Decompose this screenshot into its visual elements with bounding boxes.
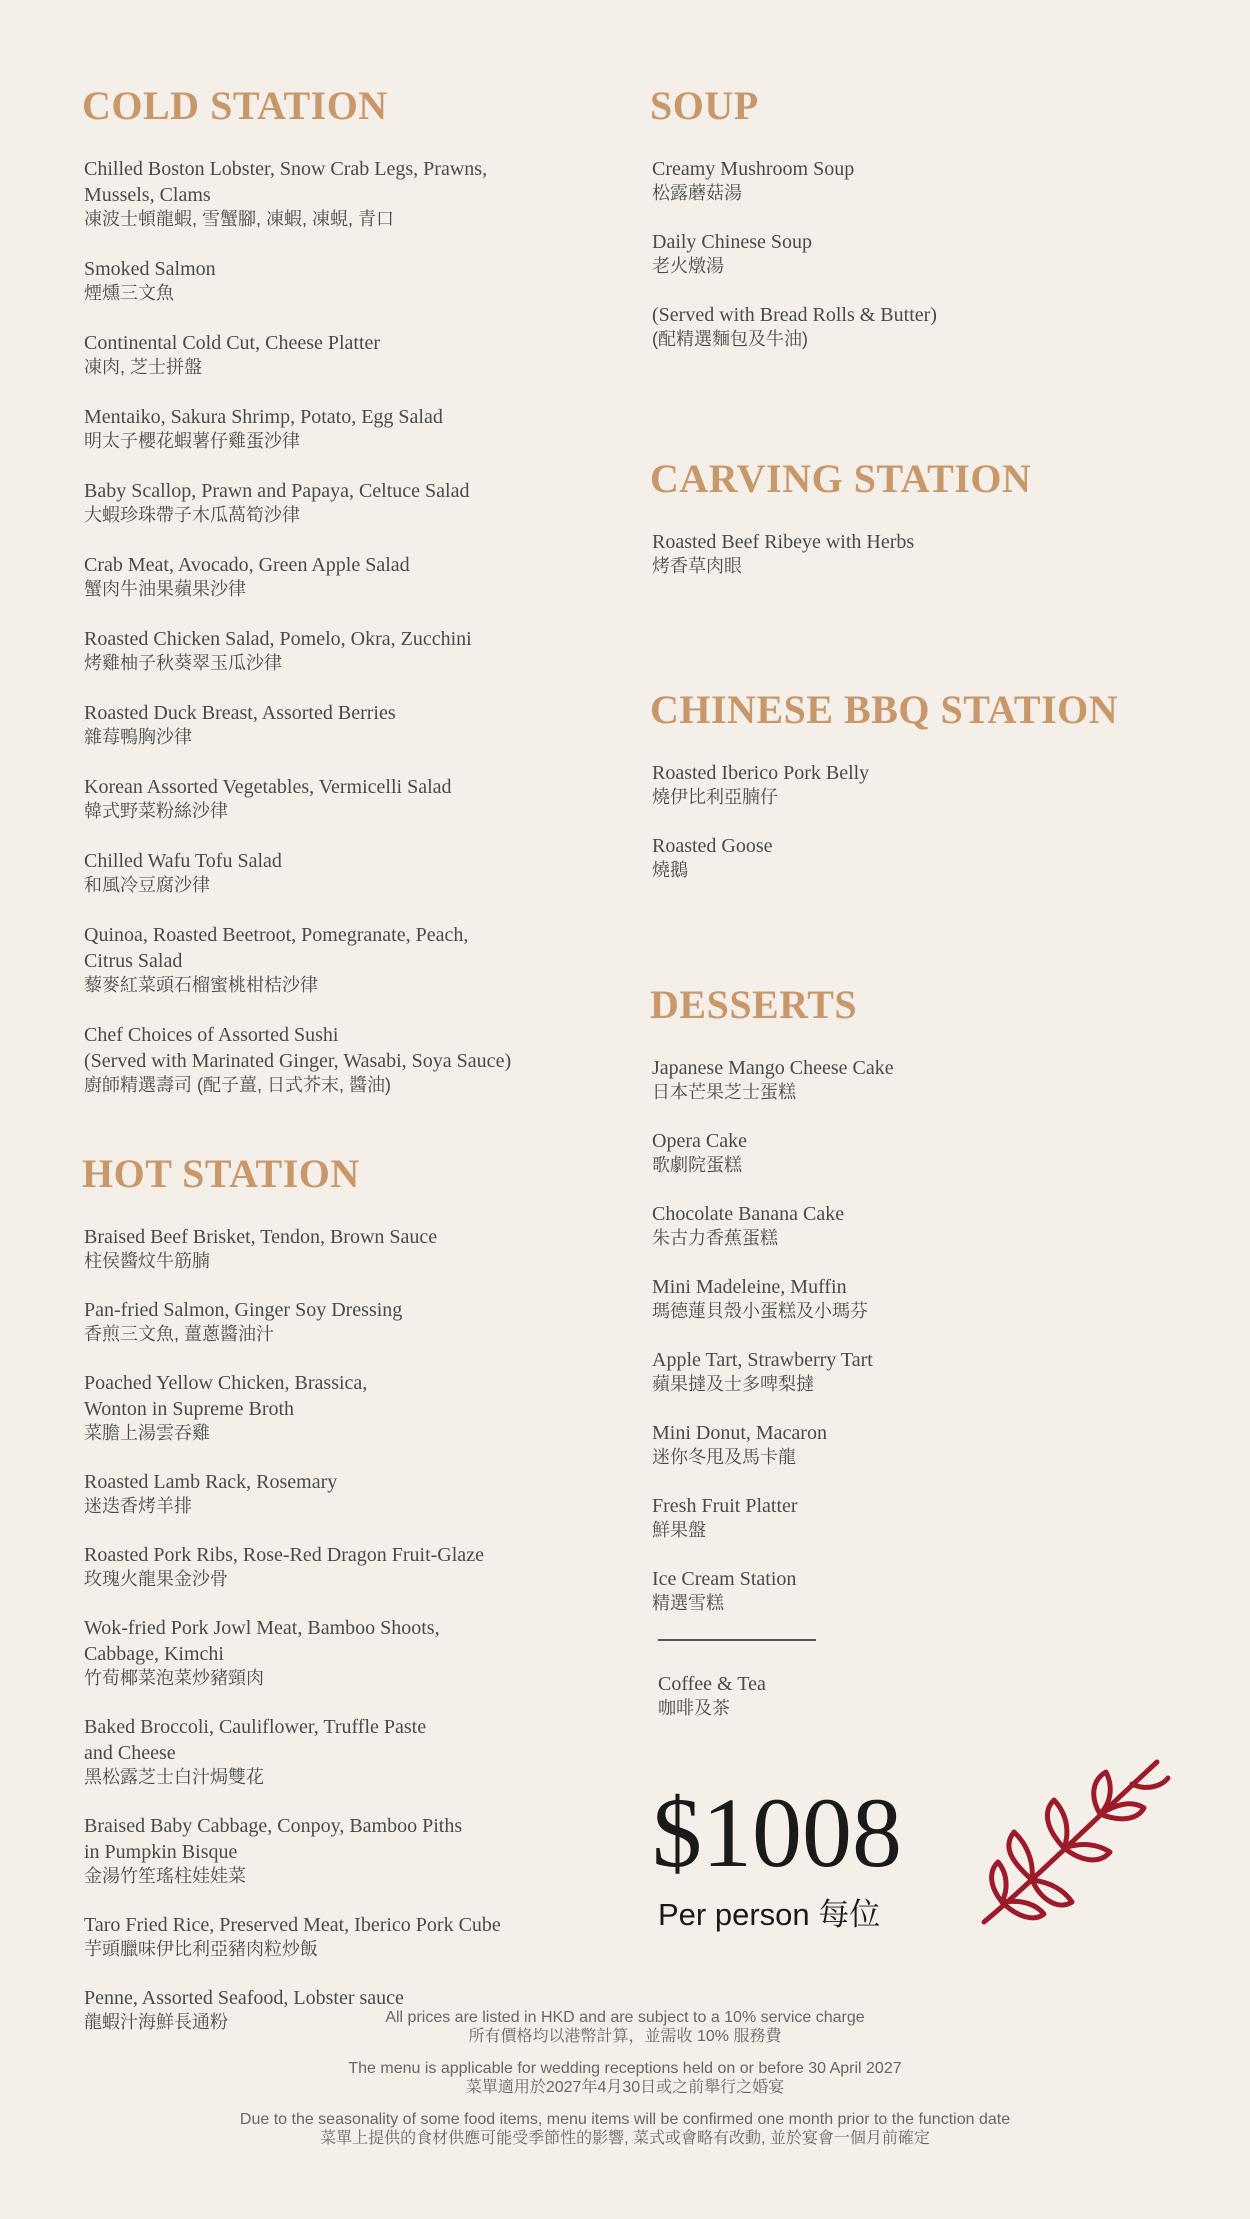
item-name-zh: 燒鵝 (652, 860, 688, 880)
menu-item (84, 330, 604, 379)
item-name-zh: 鮮果盤 (652, 1520, 706, 1540)
item-name-zh: 金湯竹笙瑤柱娃娃菜 (84, 1866, 246, 1886)
item-name-zh: 蟹肉牛油果蘋果沙律 (84, 579, 246, 599)
item-name-en: Fresh Fruit Platter (652, 1495, 798, 1517)
item-name-en: Braised Baby Cabbage, Conpoy, Bamboo Piths in Pumpkin Bisque (84, 1815, 463, 1863)
item-name-zh: (配精選麵包及牛油) (652, 329, 808, 349)
menu-item (84, 1615, 604, 1690)
note-zh: 菜單適用於2027年4月30日或之前舉行之婚宴 (465, 2079, 785, 2096)
item-name-en: Smoked Salmon (84, 258, 216, 280)
item-name-en: Mentaiko, Sakura Shrimp, Potato, Egg Salad (84, 406, 443, 428)
per-person-label: Per person 每位 (658, 1897, 881, 1932)
menu-item (652, 760, 1192, 809)
item-name-en: Wok-fried Pork Jowl Meat, Bamboo Shoots, Cabbage, Kimchi (84, 1617, 440, 1665)
note-en: Due to the seasonality of some food items, menu items will be confirmed one month prior to the function date (239, 2111, 1011, 2128)
note-zh: 所有價格均以港幣計算，並需收 10% 服務費 (468, 2028, 782, 2045)
menu-item (652, 529, 1192, 578)
item-name-zh: 迷迭香烤羊排 (84, 1496, 192, 1516)
menu-item (652, 1201, 1192, 1250)
soup-section (652, 78, 1192, 375)
item-name-en: Chef Choices of Assorted Sushi (Served with Marinated Ginger, Wasabi, Soya Sauce) (84, 1024, 512, 1072)
item-name-zh: 燒伊比利亞腩仔 (652, 787, 778, 807)
menu-item (84, 156, 604, 231)
menu-list (84, 156, 604, 1097)
item-name-zh: 朱古力香蕉蛋糕 (652, 1228, 778, 1248)
menu-item (652, 156, 1192, 205)
item-name-zh: 藜麥紅菜頭石榴蜜桃柑桔沙律 (84, 975, 318, 995)
item-name-zh: 韓式野菜粉絲沙律 (84, 801, 228, 821)
menu-item (84, 1297, 604, 1346)
service-charge-note (0, 2008, 1250, 2046)
item-name-zh: 玫瑰火龍果金沙骨 (84, 1569, 228, 1589)
item-name-zh: 歌劇院蛋糕 (652, 1155, 742, 1175)
menu-item (84, 1370, 604, 1445)
item-name-en: Continental Cold Cut, Cheese Platter (84, 332, 381, 354)
seasonality-note (0, 2110, 1250, 2148)
menu-item (84, 848, 604, 897)
item-name-zh: 黑松露芝士白汁焗雙花 (84, 1767, 264, 1787)
menu-item (652, 1566, 1192, 1615)
note-en: All prices are listed in HKD and are subject to a 10% service charge (385, 2009, 865, 2026)
item-name-en: Chocolate Banana Cake (652, 1203, 845, 1225)
menu-item (84, 256, 604, 305)
section-title: CARVING STATION (650, 456, 1032, 501)
menu-item (84, 478, 604, 527)
item-name-zh: 烤雞柚子秋葵翠玉瓜沙律 (84, 653, 282, 673)
menu-item (652, 1055, 1192, 1104)
item-name-en: Baked Broccoli, Cauliflower, Truffle Paste and Cheese (84, 1716, 427, 1764)
menu-list (652, 1055, 1192, 1615)
item-name-zh: 松露蘑菇湯 (652, 183, 742, 203)
menu-item (84, 700, 604, 749)
menu-item (652, 833, 1192, 882)
item-name-en: Roasted Pork Ribs, Rose-Red Dragon Fruit-Glaze (84, 1544, 484, 1566)
menu-item (652, 229, 1192, 278)
item-name-en: (Served with Bread Rolls & Butter) (652, 304, 937, 326)
footer-notes (0, 2008, 1250, 2161)
divider (658, 1639, 816, 1641)
item-name-en: Coffee & Tea (658, 1673, 766, 1695)
menu-item (84, 626, 604, 675)
item-name-zh: 凍肉, 芝士拼盤 (84, 357, 203, 377)
item-name-en: Roasted Iberico Pork Belly (652, 762, 870, 784)
menu-item (84, 1912, 604, 1961)
item-name-zh: 凍波士頓龍蝦, 雪蟹腳, 凍蝦, 凍蜆, 青口 (84, 209, 395, 229)
menu-item (84, 552, 604, 601)
cold-station-section (84, 78, 604, 1122)
item-name-en: Korean Assorted Vegetables, Vermicelli Salad (84, 776, 452, 798)
item-name-en: Penne, Assorted Seafood, Lobster sauce (84, 1987, 404, 2009)
olive-branch-icon (972, 1752, 1182, 1932)
note-en: The menu is applicable for wedding receptions held on or before 30 April 2027 (348, 2060, 902, 2077)
menu-item (652, 1274, 1192, 1323)
section-title: COLD STATION (82, 83, 388, 128)
menu-item (652, 1347, 1192, 1396)
menu-item (84, 774, 604, 823)
chinese-bbq-station-section (652, 682, 1192, 906)
item-name-en: Ice Cream Station (652, 1568, 797, 1590)
item-name-zh: 龍蝦汁海鮮長通粉 (84, 2012, 228, 2032)
hot-station-section (84, 1146, 604, 2058)
menu-item (652, 302, 1192, 351)
item-name-zh: 煙燻三文魚 (84, 283, 174, 303)
item-name-en: Chilled Boston Lobster, Snow Crab Legs, Prawns, Mussels, Clams (84, 158, 488, 206)
item-name-zh: 精選雪糕 (652, 1593, 724, 1613)
section-title: SOUP (650, 83, 759, 128)
item-name-zh: 大蝦珍珠帶子木瓜萵筍沙律 (84, 505, 300, 525)
item-name-zh: 咖啡及茶 (658, 1698, 730, 1718)
section-title: DESSERTS (650, 982, 858, 1027)
item-name-zh: 雜莓鴨胸沙律 (84, 727, 192, 747)
item-name-en: Apple Tart, Strawberry Tart (652, 1349, 873, 1371)
item-name-en: Japanese Mango Cheese Cake (652, 1057, 894, 1079)
item-name-en: Crab Meat, Avocado, Green Apple Salad (84, 554, 410, 576)
desserts-section (652, 977, 1192, 1744)
item-name-zh: 竹荀椰菜泡菜炒豬頸肉 (84, 1668, 264, 1688)
item-name-en: Mini Madeleine, Muffin (652, 1276, 847, 1298)
menu-item (84, 404, 604, 453)
menu-list (84, 1224, 604, 2034)
price: $1008 (652, 1777, 902, 1888)
item-name-en: Mini Donut, Macaron (652, 1422, 827, 1444)
menu-list (652, 760, 1192, 882)
menu-item (652, 1128, 1192, 1177)
item-name-en: Chilled Wafu Tofu Salad (84, 850, 282, 872)
item-name-zh: 芋頭臘味伊比利亞豬肉粒炒飯 (84, 1939, 318, 1959)
menu-item (84, 1714, 604, 1789)
item-name-zh: 香煎三文魚, 薑蔥醬油汁 (84, 1324, 275, 1344)
item-name-en: Roasted Goose (652, 835, 773, 857)
item-name-en: Roasted Lamb Rack, Rosemary (84, 1471, 338, 1493)
item-name-zh: 廚師精選壽司 (配子薑, 日式芥末, 醬油) (84, 1075, 391, 1095)
item-name-zh: 日本芒果芝士蛋糕 (652, 1082, 796, 1102)
item-name-en: Poached Yellow Chicken, Brassica, Wonton in Supreme Broth (84, 1372, 368, 1420)
menu-item (652, 1493, 1192, 1542)
menu-item (84, 1469, 604, 1518)
carving-station-section (652, 451, 1192, 602)
item-name-en: Roasted Duck Breast, Assorted Berries (84, 702, 396, 724)
item-name-zh: 柱侯醬炆牛筋腩 (84, 1251, 210, 1271)
menu-item (84, 1813, 604, 1888)
item-name-zh: 和風冷豆腐沙律 (84, 875, 210, 895)
menu-item (84, 1224, 604, 1273)
menu-item (652, 1420, 1192, 1469)
item-name-en: Braised Beef Brisket, Tendon, Brown Sauce (84, 1226, 438, 1248)
item-name-en: Roasted Beef Ribeye with Herbs (652, 531, 915, 553)
validity-note (0, 2059, 1250, 2097)
item-name-zh: 蘋果撻及士多啤梨撻 (652, 1374, 814, 1394)
menu-item (658, 1671, 1192, 1720)
section-title: HOT STATION (82, 1151, 360, 1196)
menu-item (84, 922, 604, 997)
item-name-en: Pan-fried Salmon, Ginger Soy Dressing (84, 1299, 403, 1321)
menu-list (652, 529, 1192, 578)
item-name-en: Taro Fried Rice, Preserved Meat, Iberico Pork Cube (84, 1914, 501, 1936)
item-name-en: Quinoa, Roasted Beetroot, Pomegranate, Peach, Citrus Salad (84, 924, 469, 972)
item-name-zh: 烤香草肉眼 (652, 556, 742, 576)
item-name-en: Roasted Chicken Salad, Pomelo, Okra, Zucchini (84, 628, 472, 650)
item-name-en: Baby Scallop, Prawn and Papaya, Celtuce Salad (84, 480, 470, 502)
item-name-en: Creamy Mushroom Soup (652, 158, 855, 180)
item-name-zh: 明太子櫻花蝦薯仔雞蛋沙律 (84, 431, 300, 451)
menu-list (652, 156, 1192, 351)
item-name-zh: 瑪德蓮貝殼小蛋糕及小瑪芬 (652, 1301, 868, 1321)
menu-item (84, 1022, 604, 1097)
item-name-zh: 菜膽上湯雲吞雞 (84, 1423, 210, 1443)
item-name-zh: 迷你冬甩及馬卡龍 (652, 1447, 796, 1467)
note-zh: 菜單上提供的食材供應可能受季節性的影響, 菜式或會略有改動, 並於宴會一個月前確定 (320, 2130, 930, 2147)
item-name-zh: 老火燉湯 (652, 256, 724, 276)
item-name-en: Opera Cake (652, 1130, 747, 1152)
section-title: CHINESE BBQ STATION (650, 687, 1119, 732)
item-name-en: Daily Chinese Soup (652, 231, 812, 253)
menu-item (84, 1542, 604, 1591)
